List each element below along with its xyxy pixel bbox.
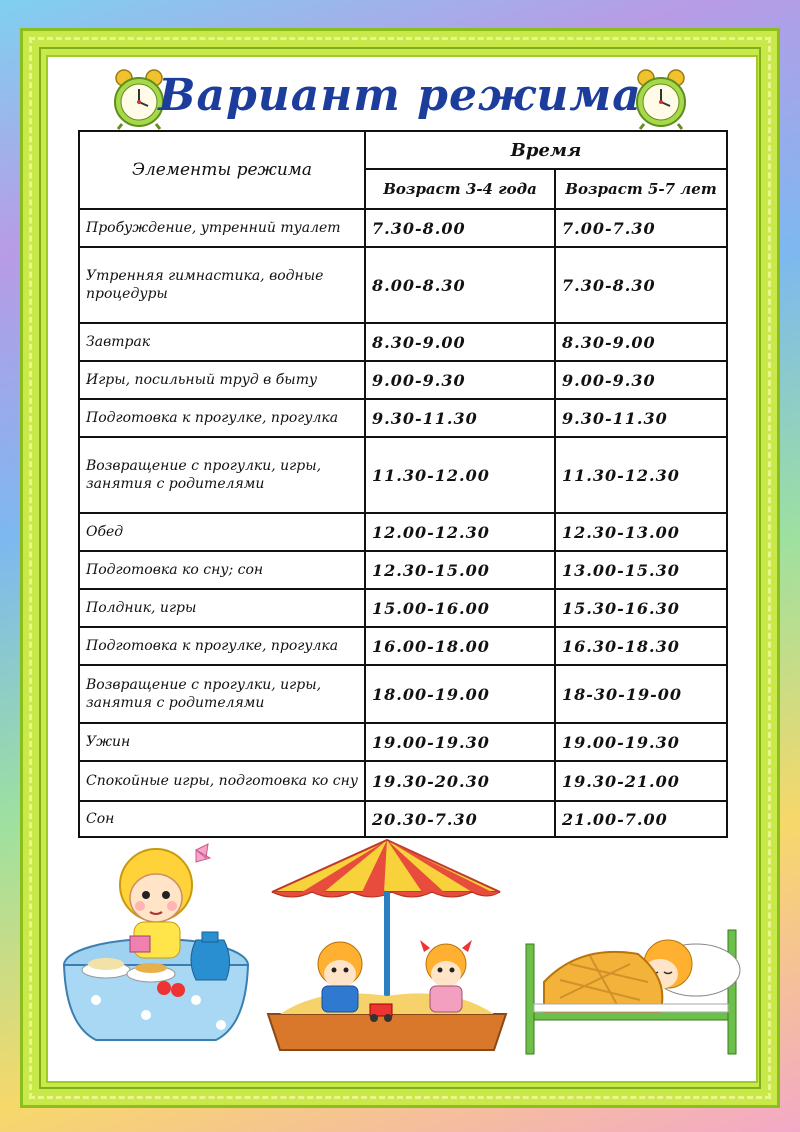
row-time-1: 11.30-12.00 — [365, 437, 555, 513]
table-row — [79, 665, 727, 723]
row-time-2: 9.00-9.30 — [555, 361, 727, 399]
header-age-1: Возраст 3-4 года — [365, 169, 555, 209]
row-time-1: 7.30-8.00 — [365, 209, 555, 247]
children-sandbox-illustration — [262, 836, 512, 1060]
row-element: Подготовка к прогулке, прогулка — [79, 627, 365, 665]
row-element: Подготовка ко сну; сон — [79, 551, 365, 589]
table-row — [79, 399, 727, 437]
row-element: Спокойные игры, подготовка ко сну — [79, 761, 365, 801]
table-row — [79, 437, 727, 513]
table-row — [79, 761, 727, 801]
row-element: Завтрак — [79, 323, 365, 361]
row-time-1: 19.00-19.30 — [365, 723, 555, 761]
row-time-1: 8.30-9.00 — [365, 323, 555, 361]
row-element: Пробуждение, утренний туалет — [79, 209, 365, 247]
row-element: Сон — [79, 801, 365, 837]
row-time-2: 19.00-19.30 — [555, 723, 727, 761]
child-sleeping-illustration — [520, 920, 750, 1060]
row-time-2: 19.30-21.00 — [555, 761, 727, 801]
row-element: Возвращение с прогулки, игры, занятия с родителями — [79, 437, 365, 513]
row-element: Полдник, игры — [79, 589, 365, 627]
child-eating-illustration — [56, 840, 256, 1050]
row-time-1: 9.30-11.30 — [365, 399, 555, 437]
table-row — [79, 247, 727, 323]
row-time-1: 16.00-18.00 — [365, 627, 555, 665]
row-time-2: 11.30-12.30 — [555, 437, 727, 513]
table-row — [79, 513, 727, 551]
table-row — [79, 589, 727, 627]
table-row — [79, 361, 727, 399]
row-time-1: 19.30-20.30 — [365, 761, 555, 801]
row-time-1: 12.00-12.30 — [365, 513, 555, 551]
table-row — [79, 551, 727, 589]
header-age-2: Возраст 5-7 лет — [555, 169, 727, 209]
table-row — [79, 209, 727, 247]
row-time-2: 8.30-9.00 — [555, 323, 727, 361]
table-row — [79, 723, 727, 761]
row-time-1: 20.30-7.30 — [365, 801, 555, 837]
page-title: Вариант режима — [158, 70, 642, 121]
row-time-2: 13.00-15.30 — [555, 551, 727, 589]
row-element: Возвращение с прогулки, игры, занятия с родителями — [79, 665, 365, 723]
row-element: Игры, посильный труд в быту — [79, 361, 365, 399]
row-time-2: 18-30-19-00 — [555, 665, 727, 723]
schedule-table — [78, 130, 728, 838]
row-time-2: 12.30-13.00 — [555, 513, 727, 551]
row-time-1: 15.00-16.00 — [365, 589, 555, 627]
row-element: Ужин — [79, 723, 365, 761]
row-time-2: 16.30-18.30 — [555, 627, 727, 665]
row-time-1: 8.00-8.30 — [365, 247, 555, 323]
row-element: Утренняя гимнастика, водные процедуры — [79, 247, 365, 323]
table-header-row — [79, 131, 727, 169]
row-time-1: 9.00-9.30 — [365, 361, 555, 399]
table-row — [79, 323, 727, 361]
table-row — [79, 627, 727, 665]
header-elements: Элементы режима — [79, 131, 365, 209]
row-element: Обед — [79, 513, 365, 551]
row-time-2: 15.30-16.30 — [555, 589, 727, 627]
row-time-1: 12.30-15.00 — [365, 551, 555, 589]
header-time: Время — [365, 131, 727, 169]
row-element: Подготовка к прогулке, прогулка — [79, 399, 365, 437]
table-row — [79, 801, 727, 837]
row-time-1: 18.00-19.00 — [365, 665, 555, 723]
row-time-2: 7.30-8.30 — [555, 247, 727, 323]
row-time-2: 9.30-11.30 — [555, 399, 727, 437]
row-time-2: 7.00-7.30 — [555, 209, 727, 247]
row-time-2: 21.00-7.00 — [555, 801, 727, 837]
